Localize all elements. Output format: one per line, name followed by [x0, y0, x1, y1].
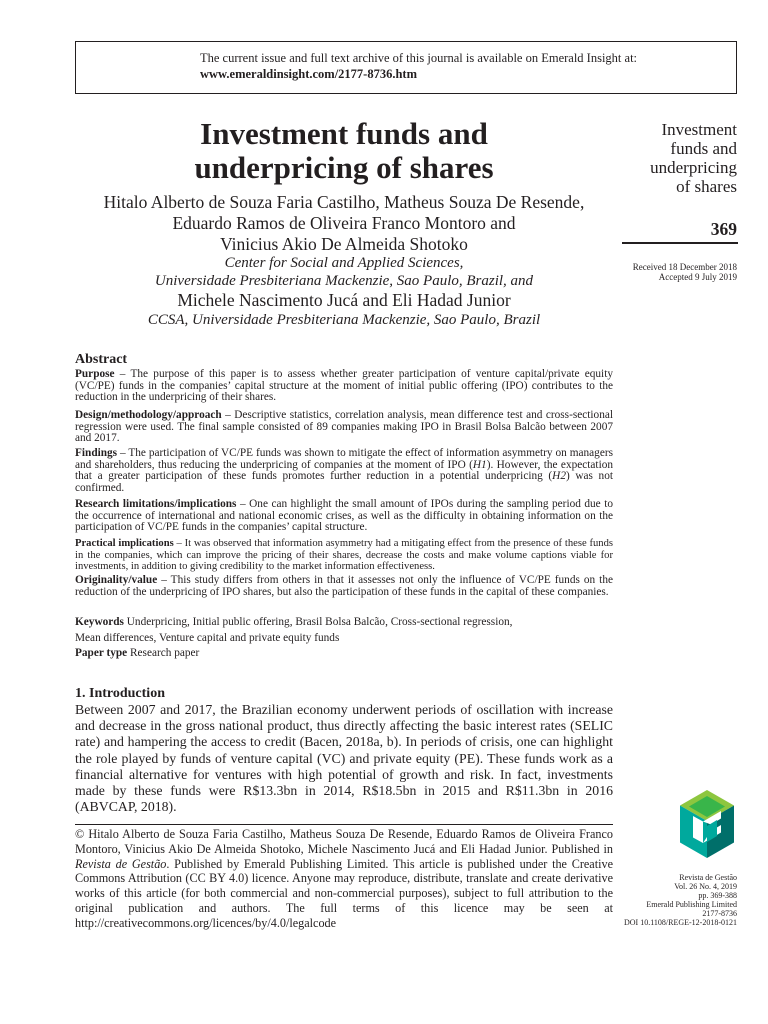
abstract-findings	[75, 448, 613, 494]
title-line-1: Investment funds and	[200, 116, 488, 151]
introduction-heading: 1. Introduction	[75, 686, 165, 701]
design-text: – Descriptive statistics, correlation analysis, mean difference test and cross-sectional regression were used. The final sample consisted of 89 companies making IPO in Brasil Bolsa Balcão between 2007 and 2017.	[75, 409, 613, 445]
running-title-line-2: funds and	[670, 139, 737, 158]
findings-text-c: ) was not confirmed.	[75, 470, 613, 494]
findings-h2: H2	[552, 470, 566, 483]
research-label: Research limitations/implications	[75, 498, 237, 510]
accepted-date: Accepted 9 July 2019	[658, 272, 737, 282]
purpose-text: – The purpose of this paper is to assess whether greater participation of venture capital/private equity (VC/PE) funds in the companies’ capital structure at the moment of initial public offering (IPO) contributes to the reduction in the underpricing of their shares.	[75, 368, 613, 404]
practical-text: – It was observed that information asymmetry had a mitigating effect from the presence of these funds in the companies, which can improve the pricing of their shares, decrease the costs and make volume captions viable for investments, in addition to giving credibility to the market information effectiveness.	[75, 538, 613, 573]
received-date: Received 18 December 2018	[632, 262, 737, 272]
keywords	[75, 615, 613, 646]
license-journal-name: Revista de Gestão	[75, 856, 167, 871]
abstract-practical	[75, 538, 613, 573]
purpose-label: Purpose	[75, 368, 115, 380]
journal-logo-icon	[677, 790, 737, 858]
paper-type-value: Research paper	[127, 647, 200, 659]
keywords-label: Keywords	[75, 616, 124, 628]
authors-line-2: Eduardo Ramos de Oliveira Franco Montoro and	[172, 213, 516, 233]
paper-type	[75, 646, 613, 662]
research-text: – One can highlight the small amount of IPOs during the sampling period due to the occurrence of international and national economic crises, as well as the difficulty in obtaining information on the participation of VC/PE funds in the companies’ capital structure.	[75, 498, 614, 534]
abstract-originality	[75, 575, 613, 598]
findings-text-b: ). However, the expectation that a greater participation of these funds promotes further reduction in a potential underpricing (	[75, 458, 614, 483]
license-text-b: . Published by Emerald Publishing Limited. This article is published under the Creative Commons Attribution (CC BY 4.0) licence. Anyone may reproduce, distribute, translate and create derivative works of this article (for both commercial and non-commercial purposes), subject to full attribution to the original publication and authors. The full terms of this licence may be seen at http://creativecommons.org/licences/by/4.0/legalcode	[75, 856, 613, 930]
introduction-paragraph: Between 2007 and 2017, the Brazilian economy underwent periods of oscillation with increase and decrease in the gross national product, thus directly affecting the basic interest rates (SELIC rate) and hampering the access to credit (Bacen, 2018a, b). In periods of crisis, one can highlight the role played by funds of venture capital (VC) and private equity (PE). These funds work as a financial alternative for ventures with high potential of growth and risk. In fact, investments made by these funds were R$13.3bn in 2014, R$18.5bn in 2015 and R$11.3bn in 2016 (ABVCAP, 2018).	[75, 702, 613, 815]
journal-pages: pp. 369-388	[698, 891, 737, 901]
license-text-a: © Hitalo Alberto de Souza Faria Castilho, Matheus Souza De Resende, Eduardo Ramos de Oliveira Franco Montoro, Vinicius Akio De Almeida Shotoko, Michele Nascimento Jucá and Eli Hadad Junior. Published in	[75, 827, 613, 856]
journal-volume: Vol. 26 No. 4, 2019	[674, 882, 737, 892]
affiliation-line-1: Center for Social and Applied Sciences,	[224, 255, 464, 271]
originality-text: – This study differs from others in that it assesses not only the influence of VC/PE funds on the reduction of the underpricing of IPO shares, but also the participation of these funds in the capital of these companies.	[75, 574, 613, 598]
journal-notice-text: The current issue and full text archive of this journal is available on Emerald Insight at:	[200, 51, 638, 65]
journal-publisher: Emerald Publishing Limited	[646, 900, 737, 910]
running-title-line-3: underpricing	[650, 158, 737, 177]
keywords-line-2: Mean differences, Venture capital and private equity funds	[75, 631, 340, 644]
license-footnote	[75, 827, 613, 931]
journal-citation-info	[600, 873, 737, 928]
footnote-rule	[75, 824, 613, 825]
keywords-text: Underpricing, Initial public offering, Brasil Bolsa Balcão, Cross-sectional regression,	[123, 616, 513, 628]
originality-label: Originality/value	[75, 574, 158, 586]
affiliation-line-3: CCSA, Universidade Presbiteriana Mackenzie, Sao Paulo, Brazil	[147, 312, 541, 328]
running-title-line-1: Investment	[661, 120, 737, 139]
practical-label: Practical implications	[75, 538, 174, 549]
journal-name: Revista de Gestão	[679, 873, 737, 882]
authors-line-3: Vinicius Akio De Almeida Shotoko	[220, 234, 468, 254]
authors-line-4: Michele Nascimento Jucá and Eli Hadad Junior	[177, 290, 511, 310]
journal-url-link[interactable]: www.emeraldinsight.com/2177-8736.htm	[200, 67, 417, 81]
paper-type-label: Paper type	[75, 647, 128, 659]
running-title-line-4: of shares	[676, 177, 737, 196]
findings-label: Findings	[75, 447, 118, 459]
keywords-line-1	[75, 615, 613, 631]
abstract-research-limitations	[75, 499, 613, 534]
article-title	[75, 117, 613, 185]
page-number-rule	[622, 242, 738, 244]
abstract-purpose	[75, 369, 613, 404]
design-label: Design/methodology/approach	[75, 409, 222, 421]
abstract-design	[75, 410, 613, 445]
journal-doi[interactable]: DOI 10.1108/REGE-12-2018-0121	[623, 918, 737, 928]
journal-issn: 2177-8736	[702, 909, 737, 919]
title-line-2: underpricing of shares	[194, 150, 494, 185]
authors-line-1: Hitalo Alberto de Souza Faria Castilho, Matheus Souza De Resende,	[103, 192, 585, 212]
affiliation-line-2: Universidade Presbiteriana Mackenzie, Sao Paulo, Brazil, and	[154, 273, 534, 289]
findings-text-a: – The participation of VC/PE funds was shown to mitigate the effect of information asymmetry on managers and shareholders, thus reducing the underpricing of companies at the moment of IPO (	[75, 447, 613, 471]
findings-h1: H1	[472, 458, 487, 471]
abstract-heading: Abstract	[75, 352, 128, 367]
received-dates	[600, 262, 737, 282]
running-title	[613, 120, 737, 196]
page-number: 369	[710, 219, 737, 239]
